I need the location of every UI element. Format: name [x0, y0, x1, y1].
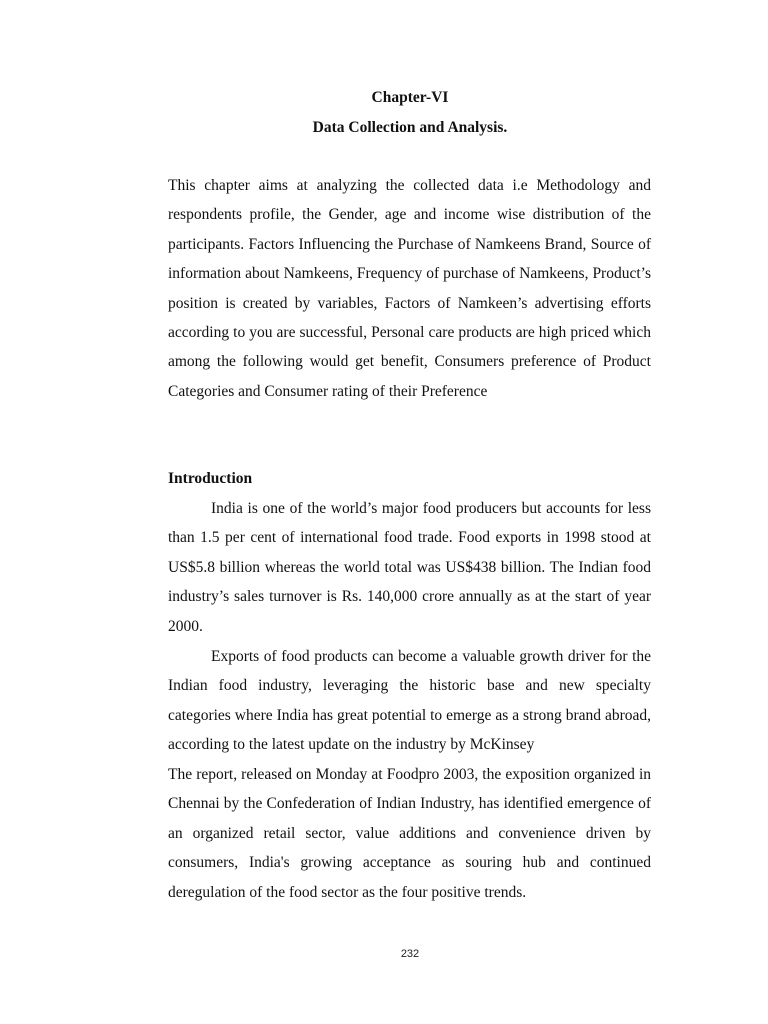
section-heading-introduction: Introduction	[168, 470, 253, 487]
body-paragraph-1: India is one of the world’s major food producers but accounts for less than 1.5 per cent of international food trade. Food exports in 1998 stood at US$5.8 billion whereas the world total was US$438 billion. The Indian food industry’s sales turnover is Rs. 140,000 crore annually as at the start of year 2000.	[168, 500, 651, 635]
page-number: 232	[400, 948, 420, 960]
intro-paragraph: This chapter aims at analyzing the collected data i.e Methodology and respondents profile, the Gender, age and income wise distribution of the participants. Factors Influencing the Purchase of Namkeens Brand, Source of information about Namkeens, Frequency of purchase of Namkeens, Product’s position is created by variables, Factors of Namkeen’s advertising efforts according to you are successful, Personal care products are high priced which among the following would get benefit, Consumers preference of Product Categories and Consumer rating of their Preference	[168, 177, 651, 400]
chapter-heading: Chapter-VI	[371, 89, 449, 106]
chapter-subtitle: Data Collection and Analysis.	[312, 119, 508, 136]
body-paragraph-2: Exports of food products can become a valuable growth driver for the Indian food industry, leveraging the historic base and new specialty categories where India has great potential to emerge as a strong brand abroad, according to the latest update on the industry by McKinsey	[168, 648, 651, 754]
body-paragraph-3: The report, released on Monday at Foodpro 2003, the exposition organized in Chennai by the Confederation of Indian Industry, has identified emergence of an organized retail sector, value additions and convenience driven by consumers, India's growing acceptance as souring hub and continued deregulation of the food sector as the four positive trends.	[168, 766, 651, 901]
